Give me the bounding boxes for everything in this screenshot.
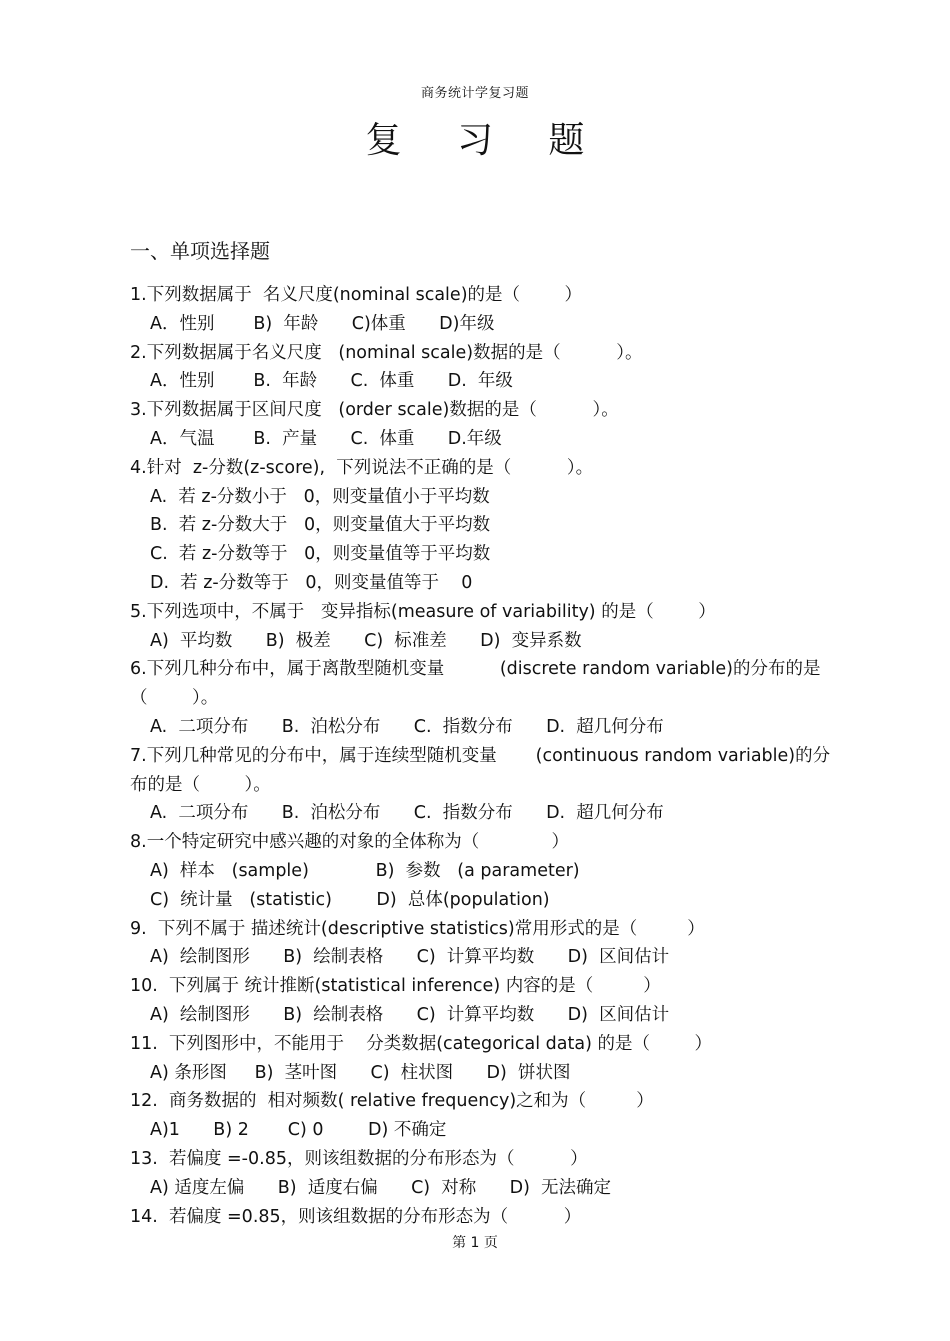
question-text: 14. 若偏度 =0.85，则该组数据的分布形态为（ ） — [130, 1206, 582, 1227]
question-text: 8.一个特定研究中感兴趣的对象的全体称为（ ） — [130, 832, 570, 853]
page-footer: 第 1 页 — [452, 1235, 498, 1251]
question-text: 1.下列数据属于 名义尺度(nominal scale)的是（ ） — [130, 285, 583, 305]
question-continuation: （ ）。 — [130, 688, 219, 709]
question-text: 2.下列数据属于名义尺度 (nominal scale)数据的是（ ）。 — [130, 342, 643, 363]
question-text: 9. 下列不属于 描述统计(descriptive statistics)常用形式的是（ ） — [130, 918, 705, 939]
answer-options: A) 绘制图形 B) 绘制表格 C) 计算平均数 D) 区间估计 — [150, 947, 670, 968]
question-text: 6.下列几种分布中，属于离散型随机变量 (discrete random variable)的分布的是 — [130, 659, 821, 680]
answer-options: C) 统计量 (statistic) D) 总体(population) — [150, 889, 550, 910]
answer-options: A. 若 z-分数小于 0，则变量值小于平均数 — [150, 486, 490, 507]
answer-options: A．气温 B. 产量 C. 体重 D.年级 — [150, 428, 502, 449]
question-text: 13. 若偏度 =-0.85，则该组数据的分布形态为（ ） — [130, 1148, 588, 1169]
question-text: 3.下列数据属于区间尺度 (order scale)数据的是（ ）。 — [130, 400, 619, 421]
answer-options: A)1 B) 2 C) 0 D) 不确定 — [150, 1120, 447, 1141]
answer-options: A) 样本 (sample) B) 参数 (a parameter) — [150, 860, 580, 881]
page-header: 商务统计学复习题 — [420, 86, 529, 101]
answer-options: A．性别 B) 年龄 C)体重 D)年级 — [150, 313, 495, 334]
question-list — [130, 281, 875, 1231]
question-text: 11. 下列图形中，不能用于 分类数据(categorical data) 的是（ ） — [130, 1033, 712, 1054]
answer-options: A) 绘制图形 B) 绘制表格 C) 计算平均数 D) 区间估计 — [150, 1004, 670, 1025]
question-text: 4.针对 z-分数(z-score), 下列说法不正确的是（ ）。 — [130, 457, 594, 478]
answer-options: A. 二项分布 B. 泊松分布 C. 指数分布 D. 超几何分布 — [150, 716, 664, 737]
answer-options: A. 二项分布 B. 泊松分布 C. 指数分布 D. 超几何分布 — [150, 803, 664, 824]
answer-options: C. 若 z-分数等于 0，则变量值等于平均数 — [150, 544, 491, 565]
answer-options: A) 适度左偏 B) 适度右偏 C) 对称 D) 无法确定 — [150, 1177, 612, 1198]
section-title: 一、单项选择题 — [130, 239, 270, 263]
answer-options: B. 若 z-分数大于 0，则变量值大于平均数 — [150, 515, 491, 536]
question-text: 12. 商务数据的 相对频数( relative frequency)之和为（ ） — [130, 1091, 654, 1112]
question-text: 7.下列几种常见的分布中，属于连续型随机变量 (continuous random variable)的分 — [130, 745, 831, 766]
answer-options: A) 条形图 B) 茎叶图 C) 柱状图 D) 饼状图 — [150, 1062, 571, 1083]
page-title: 复 习 题 — [365, 120, 607, 161]
answer-options: A．性别 B. 年龄 C. 体重 D. 年级 — [150, 371, 513, 392]
question-continuation: 布的是（ ）。 — [130, 774, 271, 795]
answer-options: A) 平均数 B) 极差 C) 标准差 D) 变异系数 — [150, 630, 582, 651]
question-text: 5.下列选项中，不属于 变异指标(measure of variability) 的是（ ） — [130, 601, 716, 622]
question-text: 10. 下列属于 统计推断(statistical inference) 内容的是（ ） — [130, 976, 661, 997]
answer-options: D. 若 z-分数等于 0，则变量值等于 0 — [150, 572, 473, 593]
